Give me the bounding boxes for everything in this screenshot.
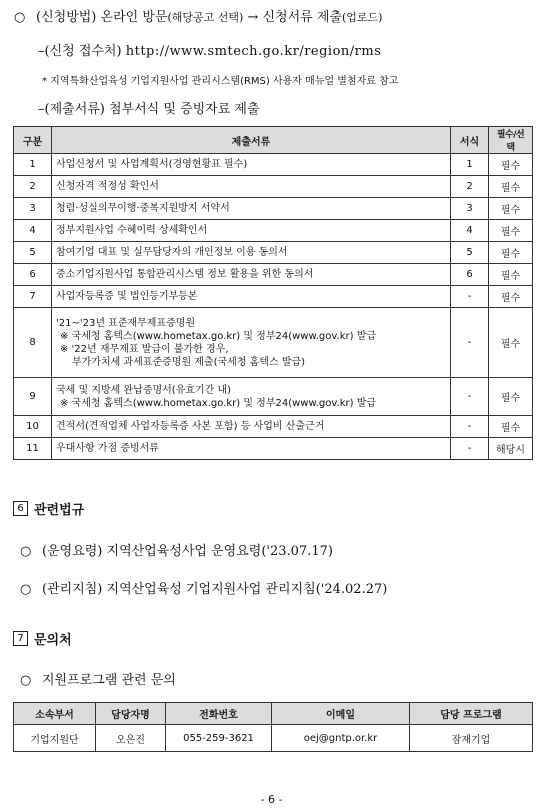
- row-doc-line: '21~'23년 표준재무제표증명원: [56, 317, 196, 329]
- header-program: 담당 프로그램: [410, 703, 533, 725]
- section-7-heading: [13, 629, 72, 648]
- bullet: ○: [14, 10, 26, 25]
- row-req: 필수: [489, 242, 533, 264]
- row-doc: [52, 378, 451, 416]
- manual-note: * 지역특화산업육성 기업지원사업 관리시스템(RMS) 사용자 매뉴얼 별첨자료 참고: [42, 76, 399, 87]
- contact-table: [13, 702, 533, 752]
- row-doc-note: ※ 국세청 홈텍스(www.hometax.go.kr) 및 정부24(www.gov.kr) 발급: [60, 330, 377, 342]
- row-form: -: [451, 438, 489, 460]
- row-doc: 정부지원사업 수혜이력 상세확인서: [52, 220, 451, 242]
- header-phone: 전화번호: [166, 703, 272, 725]
- table-row: [14, 286, 533, 308]
- row-doc: 사업자등록증 및 법인등기부등본: [52, 286, 451, 308]
- method-note: (해당공고 선택): [167, 11, 244, 24]
- contact-phone: 055-259-3621: [166, 725, 272, 752]
- table-row: [14, 725, 533, 752]
- table-header-row: [14, 703, 533, 725]
- row-req: 필수: [489, 286, 533, 308]
- row-doc-note: 부가가치세 과세표준증명원 제출(국세청 홈텍스 발급): [72, 356, 306, 368]
- header-email: 이메일: [272, 703, 410, 725]
- row-doc: 사업신청서 및 사업계획서(경영현황표 필수): [52, 154, 451, 176]
- row-no: 6: [14, 264, 52, 286]
- row-form: -: [451, 378, 489, 416]
- table-row: [14, 378, 533, 416]
- contact-dept: 기업지원단: [14, 725, 96, 752]
- page-number: - 6 -: [260, 793, 283, 806]
- row-req: 필수: [489, 220, 533, 242]
- section-number-box: 6: [13, 501, 28, 516]
- row-doc: 우대사항 가점 증빙서류: [52, 438, 451, 460]
- method-tail-note: (업로드): [341, 11, 383, 24]
- table-row: [14, 264, 533, 286]
- row-req: 해당시: [489, 438, 533, 460]
- row-no: 11: [14, 438, 52, 460]
- row-doc: [52, 308, 451, 378]
- table-row: [14, 154, 533, 176]
- header-name: 담당자명: [96, 703, 166, 725]
- row-form: 4: [451, 220, 489, 242]
- header-form: 서식: [451, 127, 489, 154]
- header-doc: 제출서류: [52, 127, 451, 154]
- row-form: 5: [451, 242, 489, 264]
- row-no: 3: [14, 198, 52, 220]
- bullet: ○: [20, 582, 32, 597]
- law-item-1: [20, 540, 333, 559]
- law-item-2: [20, 578, 387, 597]
- row-no: 4: [14, 220, 52, 242]
- law-item-text: (관리지침) 지역산업육성 기업지원사업 관리지침('24.02.27): [42, 582, 388, 597]
- table-header-row: [14, 127, 533, 154]
- row-doc: 신청자격 적정성 확인서: [52, 176, 451, 198]
- bullet: ○: [20, 673, 32, 688]
- contact-item-text: 지원프로그램 관련 문의: [42, 673, 176, 688]
- table-row: [14, 198, 533, 220]
- attachments-heading: –(제출서류) 첨부서식 및 증빙자료 제출: [38, 102, 260, 117]
- header-req: 필수/선택: [489, 127, 533, 154]
- row-req: 필수: [489, 264, 533, 286]
- reception-url[interactable]: http://www.smtech.go.kr/region/rms: [125, 44, 382, 59]
- documents-table: [13, 126, 533, 460]
- section-6-heading: [13, 499, 84, 518]
- row-req: 필수: [489, 198, 533, 220]
- contact-email[interactable]: oej@gntp.or.kr: [272, 725, 410, 752]
- section-number-box: 7: [13, 631, 28, 646]
- row-doc: 참여기업 대표 및 실무담당자의 개인정보 이용 동의서: [52, 242, 451, 264]
- row-req: 필수: [489, 308, 533, 378]
- table-row: [14, 416, 533, 438]
- row-no: 2: [14, 176, 52, 198]
- contact-name: 오은진: [96, 725, 166, 752]
- table-row: [14, 308, 533, 378]
- contact-program: 잠재기업: [410, 725, 533, 752]
- row-doc-line: 국세 및 지방세 완납증명서(유효기간 내): [56, 384, 232, 396]
- row-form: -: [451, 416, 489, 438]
- method-line: [14, 6, 382, 25]
- header-dept: 소속부서: [14, 703, 96, 725]
- row-doc: 중소기업지원사업 통합관리시스템 정보 활용을 위한 동의서: [52, 264, 451, 286]
- row-form: -: [451, 308, 489, 378]
- section-title: 문의처: [34, 633, 72, 648]
- row-doc: 청렴·성실의무이행·중복지원방지 서약서: [52, 198, 451, 220]
- row-req: 필수: [489, 154, 533, 176]
- row-no: 1: [14, 154, 52, 176]
- section-title: 관련법규: [34, 503, 85, 518]
- table-row: [14, 242, 533, 264]
- method-label: (신청방법) 온라인 방문: [36, 10, 168, 25]
- law-item-text: (운영요령) 지역산업육성사업 운영요령('23.07.17): [42, 544, 333, 559]
- row-req: 필수: [489, 378, 533, 416]
- row-no: 9: [14, 378, 52, 416]
- row-doc-note: ※ 국세청 홈텍스(www.hometax.go.kr) 및 정부24(www.gov.kr) 발급: [60, 397, 377, 409]
- row-no: 8: [14, 308, 52, 378]
- row-form: 6: [451, 264, 489, 286]
- bullet: ○: [20, 544, 32, 559]
- row-doc-note: ※ '22년 재무제표 발급이 불가한 경우,: [60, 343, 229, 355]
- row-no: 5: [14, 242, 52, 264]
- row-no: 7: [14, 286, 52, 308]
- reception-line: [38, 40, 381, 59]
- row-form: 2: [451, 176, 489, 198]
- contact-item-1: [20, 669, 176, 688]
- reception-prefix: –(신청 접수처): [38, 44, 122, 59]
- table-row: [14, 438, 533, 460]
- table-row: [14, 220, 533, 242]
- row-form: 3: [451, 198, 489, 220]
- row-form: -: [451, 286, 489, 308]
- row-no: 10: [14, 416, 52, 438]
- header-no: 구분: [14, 127, 52, 154]
- row-req: 필수: [489, 176, 533, 198]
- row-doc: 견적서(견적업체 사업자등록증 사본 포함) 등 사업비 산출근거: [52, 416, 451, 438]
- method-tail: 신청서류 제출: [262, 10, 342, 25]
- arrow-icon: →: [247, 10, 259, 25]
- table-row: [14, 176, 533, 198]
- row-req: 필수: [489, 416, 533, 438]
- row-form: 1: [451, 154, 489, 176]
